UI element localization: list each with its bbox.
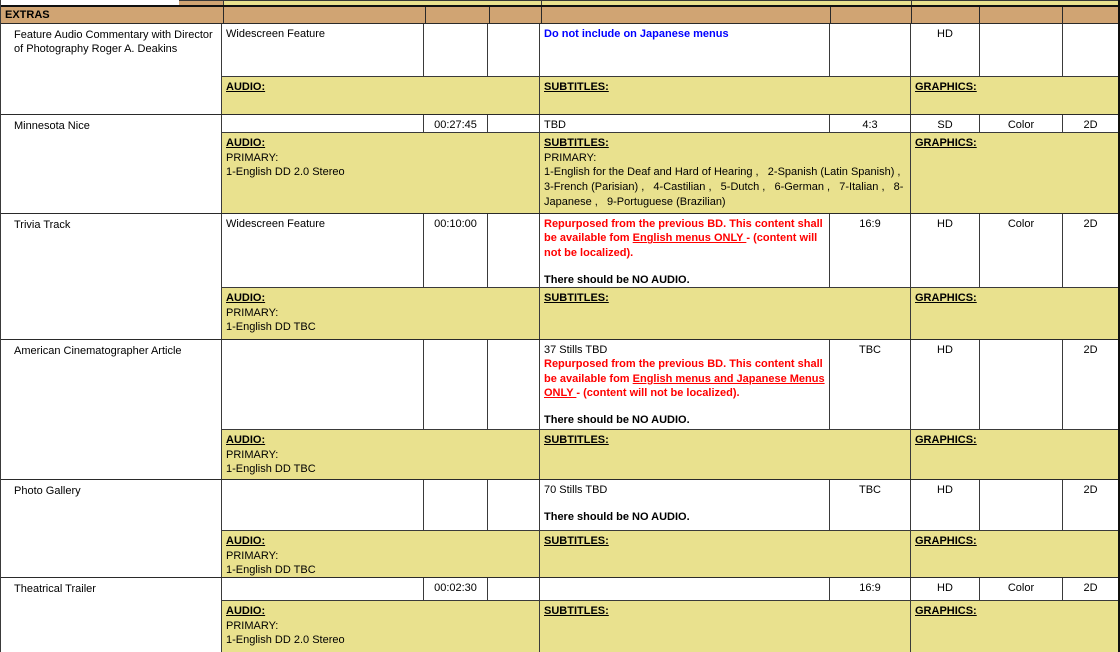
- note-repurposed: Repurposed from the previous BD. This content shall be available fom English menus and Japanese Menus ONLY - (content will not be localized).: [544, 358, 825, 399]
- audio-primary-label: PRIMARY:: [226, 306, 279, 319]
- graphics-label: GRAPHICS:: [915, 81, 977, 93]
- header-cell-notes[interactable]: [542, 7, 831, 23]
- note-no-audio: There should be NO AUDIO.: [544, 511, 690, 524]
- strip-cell-audio: [224, 0, 541, 5]
- cell-title[interactable]: [1, 340, 222, 479]
- graphics-label: GRAPHICS:: [915, 605, 977, 617]
- audio-label: AUDIO:: [226, 292, 266, 304]
- header-cell-format[interactable]: [224, 7, 425, 23]
- audio-primary-track: 1-English DD 2.0 Stereo: [226, 166, 345, 179]
- subtitles-language-list: 1-English for the Deaf and Hard of Hearing , 2-Spanish (Latin Spanish) , 3-French (Parisian) , 4-Castilian , 5-Dutch , 6-German , 7-Italian , 8-Japanese , 9-Portuguese (Brazilian): [544, 166, 910, 208]
- cell-color[interactable]: Color: [980, 578, 1063, 600]
- strip-cell-graphics: [912, 0, 1118, 5]
- cell-spare[interactable]: [488, 24, 540, 76]
- cell-graphics[interactable]: [911, 430, 1118, 479]
- cell-audio[interactable]: [222, 531, 540, 577]
- cell-graphics[interactable]: [911, 288, 1118, 339]
- cell-definition[interactable]: HD: [911, 340, 980, 429]
- cell-dimension[interactable]: 2D: [1083, 582, 1098, 594]
- audio-primary-label: PRIMARY:: [226, 448, 279, 461]
- cell-spare[interactable]: [488, 480, 540, 530]
- note-blue: Do not include on Japanese menus: [544, 28, 729, 40]
- audio-label: AUDIO:: [226, 605, 266, 617]
- cell-notes[interactable]: [540, 340, 830, 429]
- audio-primary-track: 1-English DD TBC: [226, 463, 316, 476]
- cell-spare[interactable]: [488, 578, 540, 600]
- cell-duration[interactable]: 00:10:00: [424, 214, 488, 287]
- cell-notes[interactable]: [540, 578, 830, 600]
- graphics-label: GRAPHICS:: [915, 535, 977, 547]
- subtitles-label: SUBTITLES:: [544, 292, 609, 304]
- cell-spare[interactable]: [488, 214, 540, 287]
- extras-header-cell[interactable]: [1, 7, 224, 23]
- cell-definition[interactable]: HD: [911, 578, 980, 600]
- cell-aspect[interactable]: [830, 24, 911, 76]
- cell-definition[interactable]: HD: [911, 214, 980, 287]
- cell-notes[interactable]: [540, 214, 830, 287]
- cell-subtitles[interactable]: [540, 531, 911, 577]
- cell-color[interactable]: [980, 24, 1063, 76]
- cell-title[interactable]: [1, 480, 222, 577]
- note-no-audio: There should be NO AUDIO.: [544, 273, 690, 286]
- row-feature-audio-commentary: [1, 24, 1118, 115]
- cell-graphics[interactable]: [911, 531, 1118, 577]
- note-plain: TBD: [544, 119, 566, 131]
- strip-cell-tan: [179, 0, 225, 5]
- cell-title[interactable]: [1, 24, 222, 114]
- cell-duration[interactable]: [424, 340, 488, 429]
- cell-graphics[interactable]: [911, 133, 1118, 213]
- feature-title: Theatrical Trailer: [14, 583, 96, 595]
- header-cell-duration[interactable]: [426, 7, 490, 23]
- cell-format[interactable]: Widescreen Feature: [222, 24, 424, 76]
- cell-title[interactable]: [1, 578, 222, 652]
- row-theatrical-trailer: [1, 578, 1118, 652]
- cell-subtitles[interactable]: [540, 77, 911, 114]
- cell-subtitles[interactable]: [540, 133, 911, 213]
- row-photo-gallery: [1, 480, 1118, 578]
- header-cell-spare[interactable]: [490, 7, 542, 23]
- audio-primary-track: 1-English DD 2.0 Stereo: [226, 634, 345, 647]
- cell-title[interactable]: [1, 214, 222, 339]
- audio-primary-track: 1-English DD TBC: [226, 564, 316, 577]
- audio-label: AUDIO:: [226, 137, 266, 149]
- header-cell-definition[interactable]: [912, 7, 981, 23]
- cell-aspect[interactable]: 16:9: [830, 214, 911, 287]
- graphics-label: GRAPHICS:: [915, 292, 977, 304]
- cell-audio[interactable]: [222, 133, 540, 213]
- audio-label: AUDIO:: [226, 535, 266, 547]
- cell-subtitles[interactable]: [540, 430, 911, 479]
- strip-cell-blank: [1, 0, 179, 5]
- cell-notes[interactable]: [540, 115, 830, 132]
- cell-format[interactable]: [222, 578, 424, 600]
- cell-audio[interactable]: [222, 77, 540, 114]
- cell-dimension[interactable]: 2D: [1083, 484, 1098, 496]
- cell-spare[interactable]: [488, 340, 540, 429]
- cell-dimension[interactable]: 2D: [1083, 119, 1098, 131]
- cell-color[interactable]: [980, 480, 1063, 530]
- audio-primary-label: PRIMARY:: [226, 549, 279, 562]
- header-cell-aspect[interactable]: [831, 7, 912, 23]
- cell-audio[interactable]: [222, 430, 540, 479]
- cell-notes[interactable]: [540, 480, 830, 530]
- cell-format[interactable]: [222, 115, 424, 132]
- cell-color[interactable]: Color: [980, 214, 1063, 287]
- feature-title: American Cinematographer Article: [14, 345, 182, 357]
- audio-label: AUDIO:: [226, 434, 266, 446]
- feature-title: Feature Audio Commentary with Director of Photography Roger A. Deakins: [14, 29, 213, 56]
- graphics-label: GRAPHICS:: [915, 434, 977, 446]
- cell-dimension[interactable]: [1063, 24, 1118, 76]
- feature-title: Minnesota Nice: [14, 120, 90, 132]
- cell-spare[interactable]: [488, 115, 540, 132]
- subtitles-label: SUBTITLES:: [544, 535, 609, 547]
- note-plain: 37 Stills TBD: [544, 344, 608, 356]
- cell-duration[interactable]: [424, 24, 488, 76]
- previous-row-strip: [1, 0, 1118, 7]
- cell-title[interactable]: [1, 115, 222, 213]
- cell-aspect[interactable]: TBC: [830, 480, 911, 530]
- cell-color[interactable]: Color: [980, 115, 1063, 132]
- cell-color[interactable]: [980, 340, 1063, 429]
- subtitles-primary-label: PRIMARY:: [544, 151, 597, 164]
- extras-header-row: [1, 7, 1118, 24]
- cell-aspect[interactable]: 16:9: [830, 578, 911, 600]
- cell-aspect[interactable]: TBC: [830, 340, 911, 429]
- audio-label: AUDIO:: [226, 81, 266, 93]
- subtitles-label: SUBTITLES:: [544, 605, 609, 617]
- audio-primary-track: 1-English DD TBC: [226, 321, 316, 334]
- cell-definition[interactable]: SD: [911, 115, 980, 132]
- cell-subtitles[interactable]: [540, 601, 911, 652]
- cell-dimension[interactable]: 2D: [1083, 218, 1098, 230]
- note-no-audio: There should be NO AUDIO.: [544, 414, 690, 427]
- cell-notes[interactable]: [540, 24, 830, 76]
- strip-cell-subtitles: [542, 0, 912, 5]
- cell-audio[interactable]: [222, 601, 540, 652]
- cell-format[interactable]: Widescreen Feature: [222, 214, 424, 287]
- cell-format[interactable]: [222, 340, 424, 429]
- subtitles-label: SUBTITLES:: [544, 81, 609, 93]
- cell-subtitles[interactable]: [540, 288, 911, 339]
- cell-format[interactable]: [222, 480, 424, 530]
- audio-primary-label: PRIMARY:: [226, 619, 279, 632]
- cell-definition[interactable]: HD: [911, 480, 980, 530]
- cell-dimension[interactable]: 2D: [1083, 344, 1098, 356]
- graphics-label: GRAPHICS:: [915, 137, 977, 149]
- feature-title: Trivia Track: [14, 219, 71, 231]
- extras-title: EXTRAS: [5, 9, 50, 21]
- subtitles-label: SUBTITLES:: [544, 137, 609, 149]
- cell-aspect[interactable]: 4:3: [830, 115, 911, 132]
- header-cell-color[interactable]: [980, 7, 1063, 23]
- note-plain: 70 Stills TBD: [544, 484, 608, 496]
- note-repurposed: Repurposed from the previous BD. This content shall be available fom English menus ONLY - (content will not be localized).: [544, 218, 823, 259]
- feature-title: Photo Gallery: [14, 485, 81, 497]
- header-cell-dimension[interactable]: [1063, 7, 1118, 23]
- cell-duration[interactable]: 00:27:45: [424, 115, 488, 132]
- cell-duration[interactable]: [424, 480, 488, 530]
- row-trivia-track: [1, 214, 1118, 340]
- subtitles-label: SUBTITLES:: [544, 434, 609, 446]
- cell-definition[interactable]: HD: [911, 24, 980, 76]
- row-american-cinematographer-article: [1, 340, 1118, 480]
- cell-graphics[interactable]: [911, 601, 1118, 652]
- cell-graphics[interactable]: [911, 77, 1118, 114]
- audio-primary-label: PRIMARY:: [226, 151, 279, 164]
- cell-audio[interactable]: [222, 288, 540, 339]
- cell-duration[interactable]: 00:02:30: [424, 578, 488, 600]
- row-minnesota-nice: [1, 115, 1118, 214]
